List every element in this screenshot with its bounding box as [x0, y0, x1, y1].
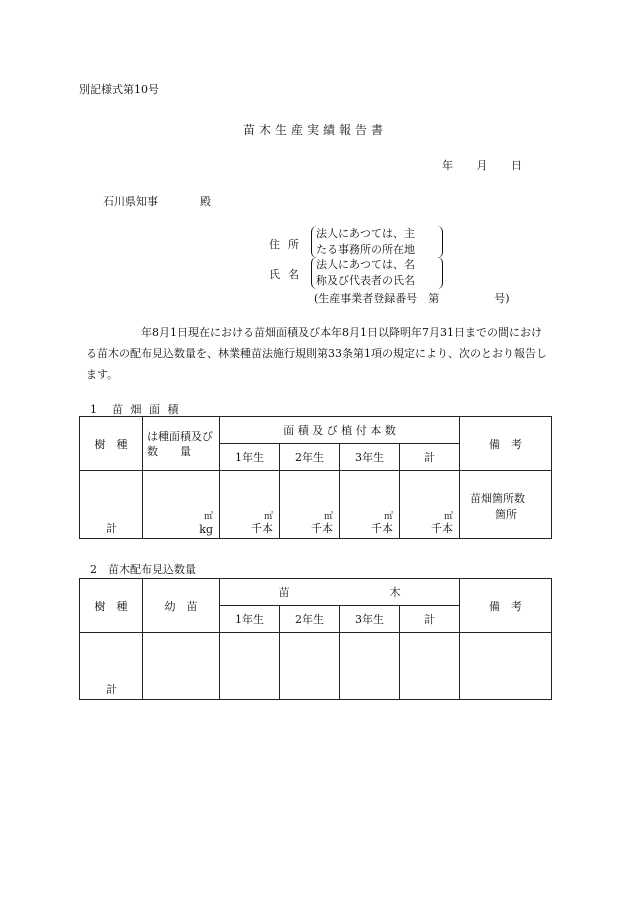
header-nursery-stock — [220, 579, 460, 606]
year-1-cell[interactable] — [220, 633, 280, 700]
form-number: 別記様式第10号 — [79, 83, 159, 96]
address-note-line-2: たる事務所の所在地 — [316, 243, 415, 256]
header-year-3: 3年生 — [340, 606, 400, 633]
section1-title: 1 苗 畑 面 積 — [90, 403, 181, 416]
date-day: 日 — [511, 159, 522, 172]
unit-count: 千本 — [431, 522, 454, 535]
header-year-1: 1年生 — [220, 444, 280, 471]
document-title: 苗木生産実績報告書 — [242, 123, 387, 137]
year-1-cell[interactable] — [220, 471, 280, 539]
name-note-line-1: 法人にあつては、名 — [316, 258, 415, 271]
nursery-area-table — [79, 416, 552, 539]
addressee-name: 石川県知事 — [103, 195, 158, 208]
header-year-1: 1年生 — [220, 606, 280, 633]
header-area-quantity-line-2: 数 量 — [147, 444, 191, 458]
header-year-3: 3年生 — [340, 444, 400, 471]
unit-area: ㎡ — [263, 512, 273, 522]
nursery-count-unit: 箇所 — [495, 508, 518, 521]
addressee-honorific: 殿 — [200, 195, 211, 208]
header-total: 計 — [400, 606, 460, 633]
header-area-quantity — [143, 417, 220, 471]
registration-number: (生産事業者登録番号 第 号) — [314, 292, 510, 305]
section2-title: 2 苗木配布見込数量 — [90, 563, 196, 576]
header-seedling: 幼 苗 — [143, 579, 220, 633]
seedling-cell[interactable] — [143, 633, 220, 700]
name-note-line-2: 称及び代表者の氏名 — [316, 274, 415, 287]
name-note — [311, 257, 443, 289]
remarks-cell[interactable] — [460, 471, 552, 539]
area-quantity-cell[interactable] — [143, 471, 220, 539]
header-total: 計 — [400, 444, 460, 471]
unit-area: ㎡ — [203, 512, 213, 522]
header-area-and-count: 面 積 及 び 植 付 本 数 — [220, 417, 460, 444]
header-nursery-stock-a: 苗 — [278, 586, 290, 599]
unit-area: ㎡ — [383, 512, 393, 522]
total-cell[interactable] — [400, 633, 460, 700]
date-year: 年 — [442, 159, 453, 172]
unit-area: ㎡ — [444, 512, 454, 522]
unit-count: 千本 — [251, 522, 273, 535]
year-2-cell[interactable] — [280, 471, 340, 539]
header-year-2: 2年生 — [280, 444, 340, 471]
name-label: 氏名 — [269, 268, 307, 281]
header-area-quantity-line-1: は種面積及び — [147, 429, 213, 443]
date-line — [442, 157, 522, 173]
total-cell[interactable] — [400, 471, 460, 539]
address-note-line-1: 法人にあつては、主 — [316, 227, 415, 240]
header-remarks: 備 考 — [460, 417, 552, 471]
remarks-note — [470, 491, 525, 523]
address-note — [311, 226, 443, 258]
distribution-estimate-table — [79, 578, 552, 700]
unit-count: 千本 — [311, 522, 333, 535]
total-label: 計 — [106, 683, 117, 696]
nursery-count-label: 苗畑箇所数 — [470, 492, 526, 505]
year-3-cell[interactable] — [340, 471, 400, 539]
unit-count: 千本 — [371, 522, 393, 535]
addressee — [103, 193, 211, 209]
year-2-cell[interactable] — [280, 633, 340, 700]
species-cell[interactable] — [80, 471, 143, 539]
header-year-2: 2年生 — [280, 606, 340, 633]
unit-quantity: kg — [199, 523, 213, 536]
body-paragraph: 年8月1日現在における苗畑面積及び本年8月1日以降明年7月31日までの間における苗木の配布見込数量を、林業種苗法施行規則第33条第1項の規定により、次のとおり報告します。 — [86, 326, 547, 381]
header-nursery-stock-b: 木 — [389, 586, 401, 599]
header-remarks: 備 考 — [460, 579, 552, 633]
unit-area: ㎡ — [323, 512, 333, 522]
year-3-cell[interactable] — [340, 633, 400, 700]
header-species: 樹 種 — [80, 417, 143, 471]
remarks-cell[interactable] — [460, 633, 552, 700]
header-species: 樹 種 — [80, 579, 143, 633]
species-cell[interactable] — [80, 633, 143, 700]
total-label: 計 — [106, 522, 117, 535]
date-month: 月 — [476, 159, 488, 172]
address-label: 住所 — [269, 238, 307, 251]
